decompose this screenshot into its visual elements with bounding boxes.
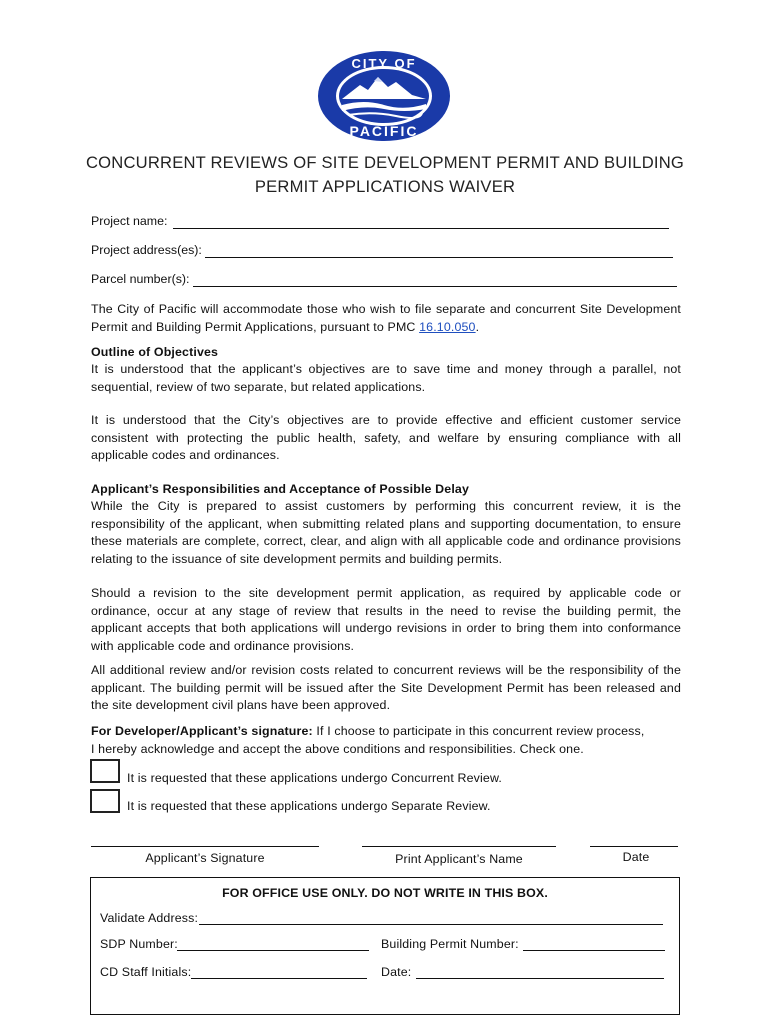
separate-review-checkbox[interactable] <box>90 789 120 813</box>
project-name-line[interactable] <box>173 228 669 229</box>
applicant-signature-line[interactable] <box>91 846 319 847</box>
parcel-number-line[interactable] <box>193 286 677 287</box>
project-address-label: Project address(es): <box>91 243 202 257</box>
title-line-2: PERMIT APPLICATIONS WAIVER <box>254 177 516 196</box>
sdp-number-line[interactable] <box>177 950 369 951</box>
date-label: Date <box>622 850 650 864</box>
concurrent-review-checkbox[interactable] <box>90 759 120 783</box>
intro-paragraph <box>91 301 681 336</box>
pmc-link[interactable]: 16.10.050 <box>419 319 476 334</box>
building-permit-number-label: Building Permit Number: <box>381 937 519 951</box>
logo-text-top: CITY OF <box>351 56 417 71</box>
title-line-1: CONCURRENT REVIEWS OF SITE DEVELOPMENT PERMIT AND BUILDING <box>85 153 684 172</box>
responsibilities-paragraph-2: Should a revision to the site development permit application, as required by applicable code or ordinance, occur at any stage of review that results in the need to revise the building permit, the applicant accepts that both applications will undergo revisions in order to bring them into conformance with applicable code and ordinance provisions. <box>91 586 681 653</box>
responsibilities-heading: Applicant’s Responsibilities and Acceptance of Possible Delay <box>91 482 469 496</box>
intro-text-end: . <box>475 319 480 334</box>
cd-staff-initials-line[interactable] <box>191 978 367 979</box>
signature-statement-lead: For Developer/Applicant’s signature: <box>91 724 313 738</box>
responsibilities-paragraph-1: While the City is prepared to assist customers by performing this concurrent review, it is the responsibility of the applicant, when submitting related plans and supporting documentation, to ensure these materials are complete, correct, clear, and align with all applicable code and ordinance provisions relating to the issuance of site development permits and building permits. <box>91 499 681 566</box>
objectives-heading: Outline of Objectives <box>91 345 219 359</box>
logo-seal-graphic <box>316 49 452 143</box>
print-name-label: Print Applicant’s Name <box>395 852 523 866</box>
project-address-line[interactable] <box>205 257 673 258</box>
office-use-heading: FOR OFFICE USE ONLY. DO NOT WRITE IN THIS BOX. <box>222 886 548 900</box>
cd-staff-initials-label: CD Staff Initials: <box>100 965 192 979</box>
logo-text-bottom: PACIFIC <box>349 123 419 139</box>
parcel-number-field <box>91 272 679 290</box>
print-name-line[interactable] <box>362 846 556 847</box>
validate-address-line[interactable] <box>199 924 663 925</box>
parcel-number-label: Parcel number(s): <box>91 272 190 286</box>
separate-review-label: It is requested that these applications undergo Separate Review. <box>127 799 491 813</box>
office-use-box <box>90 877 680 1015</box>
building-permit-number-line[interactable] <box>523 950 665 951</box>
project-name-field <box>91 214 671 232</box>
objectives-paragraph-2: It is understood that the City’s objectives are to provide effective and efficient customer service consistent with protecting the public health, safety, and welfare by ensuring compliance with all applicable codes and ordinances. <box>91 413 681 462</box>
page-title <box>60 151 710 199</box>
sdp-number-label: SDP Number: <box>100 937 178 951</box>
office-date-line[interactable] <box>416 978 664 979</box>
project-name-label: Project name: <box>91 214 168 228</box>
date-line[interactable] <box>590 846 678 847</box>
responsibilities-paragraph-3: All additional review and/or revision costs related to concurrent reviews will be the responsibility of the applicant. The building permit will be issued after the Site Development Permit has been released and the site development civil plans have been approved. <box>91 663 681 712</box>
intro-text: The City of Pacific will accommodate those who wish to file separate and concurrent Site Development Permit and Building Permit Applications, pursuant to PMC <box>91 302 681 334</box>
signature-statement <box>91 723 651 758</box>
office-date-label: Date: <box>381 965 412 979</box>
applicant-signature-label: Applicant’s Signature <box>145 851 265 865</box>
project-address-field <box>91 243 675 261</box>
validate-address-label: Validate Address: <box>100 911 199 925</box>
signature-statement-text: If I choose to participate in this concurrent review process, I hereby acknowledge and accept the above conditions and responsibilities. Check one. <box>91 724 645 756</box>
objectives-paragraph-1: It is understood that the applicant’s objectives are to save time and money through a parallel, not sequential, review of two separate, but related applications. <box>91 362 681 394</box>
concurrent-review-label: It is requested that these applications undergo Concurrent Review. <box>127 771 502 785</box>
city-of-pacific-logo <box>316 49 452 143</box>
